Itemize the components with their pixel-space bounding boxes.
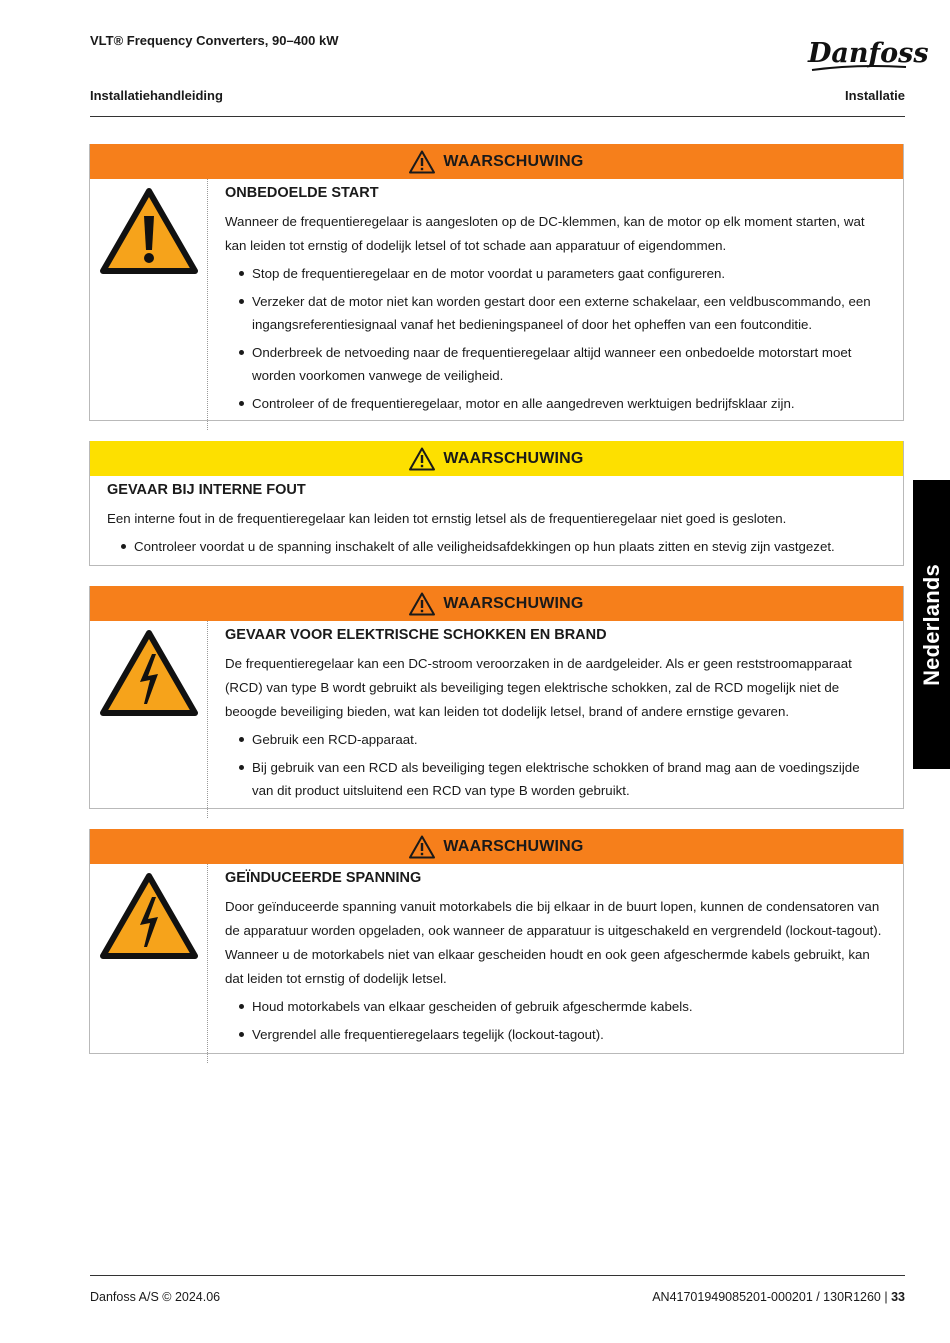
list-item: Vergrendel alle frequentieregelaars tegelijk (lockout-tagout). (225, 1023, 883, 1046)
document-number: AN41701949085201-000201 / 130R1260 | (652, 1290, 888, 1304)
warning-banner: WAARSCHUWING (90, 441, 903, 476)
warning-triangle-icon (409, 447, 435, 471)
electric-shock-icon (100, 873, 198, 959)
warning-triangle-icon (409, 150, 435, 174)
guide-title: Installatiehandleiding (90, 88, 223, 103)
list-item: Houd motorkabels van elkaar gescheiden of gebruik afgeschermde kabels. (225, 995, 883, 1018)
warning-banner: WAARSCHUWING (90, 829, 903, 864)
list-item: Bij gebruik van een RCD als beveiliging tegen elektrische schokken of brand mag aan de voedingszijde van dit product uitsluitend een RCD van type B worden gebruikt. (225, 756, 883, 802)
warning-banner: WAARSCHUWING (90, 586, 903, 621)
list-item: Stop de frequentieregelaar en de motor voordat u parameters gaat configureren. (225, 262, 883, 285)
warning-title: ONBEDOELDE START (225, 185, 379, 201)
warning-paragraph: Door geïnduceerde spanning vanuit motorkabels die bij elkaar in de buurt lopen, kunnen de condensatoren van de apparatuur worden opgeladen, ook wanneer de apparatuur is uitgeschakeld en vergrendeld (lockout-tagout). Wanneer u de motorkabels niet van elkaar gescheiden houdt en ook geen afgeschermde kabels gebruikt, kan dat leiden tot ernstig of dodelijk letsel. (225, 899, 882, 986)
list-item: Controleer of de frequentieregelaar, motor en alle aangedreven werktuigen bedrijfsklaar zijn. (225, 392, 883, 415)
list-item: Gebruik een RCD-apparaat. (225, 728, 883, 751)
warning-title: GEVAAR BIJ INTERNE FOUT (107, 482, 306, 498)
list-item: Verzeker dat de motor niet kan worden gestart door een externe schakelaar, een veldbuscommando, een ingangsreferentiesignaal vanaf het bedieningspaneel of door het opheffen van een foutconditie. (225, 290, 883, 336)
footer-divider (90, 1275, 905, 1276)
warning-paragraph: Wanneer de frequentieregelaar is aangesloten op de DC-klemmen, kan de motor op elk moment starten, wat kan leiden tot ernstig of dodelijk letsel of tot schade aan apparatuur of eigendommen. (225, 214, 865, 253)
header-divider (90, 116, 905, 117)
warning-triangle-icon (409, 835, 435, 859)
warning-banner: WAARSCHUWING (90, 144, 903, 179)
list-item: Controleer voordat u de spanning inschakelt of alle veiligheidsafdekkingen op hun plaats zitten en stevig zijn vastgezet. (107, 535, 883, 558)
footer-copyright: Danfoss A/S © 2024.06 (90, 1290, 221, 1304)
warning-box-induced-voltage (89, 829, 904, 1054)
warning-box-electric-shock (89, 586, 904, 809)
warning-title: GEÏNDUCEERDE SPANNING (225, 870, 422, 886)
warning-bullets (225, 262, 883, 415)
footer-doc-info (652, 1290, 905, 1304)
warning-bullets (225, 995, 883, 1046)
warning-triangle-icon (409, 592, 435, 616)
danfoss-logo (806, 34, 929, 76)
section-title: Installatie (845, 88, 905, 103)
warning-paragraph: Een interne fout in de frequentieregelaar kan leiden tot ernstig letsel als de frequentieregelaar niet goed is gesloten. (107, 511, 787, 526)
warning-title: GEVAAR VOOR ELEKTRISCHE SCHOKKEN EN BRAND (225, 627, 607, 643)
product-title: VLT® Frequency Converters, 90–400 kW (90, 33, 339, 48)
warning-box-internal-fault (89, 441, 904, 566)
svg-text:Danfoss: Danfoss (808, 38, 929, 69)
general-warning-icon (100, 188, 198, 274)
warning-paragraph: De frequentieregelaar kan een DC-stroom veroorzaken in de aardgeleider. Als er geen reststroomapparaat (RCD) van type B wordt gebruikt als beveiliging tegen elektrische schokken, zal de RCD mogelijk niet de beoogde beveiliging bieden, wat kan leiden tot dodelijk letsel, brand of andere ernstige gevaren. (225, 656, 852, 719)
electric-shock-icon (100, 630, 198, 716)
warning-bullets (107, 535, 883, 558)
page-number: 33 (891, 1290, 905, 1304)
list-item: Onderbreek de netvoeding naar de frequentieregelaar altijd wanneer een onbedoelde motorstart moet worden voorkomen vanwege de veiligheid. (225, 341, 883, 387)
warning-box-unintended-start (89, 144, 904, 421)
language-tab: Nederlands (913, 480, 950, 769)
warning-bullets (225, 728, 883, 802)
